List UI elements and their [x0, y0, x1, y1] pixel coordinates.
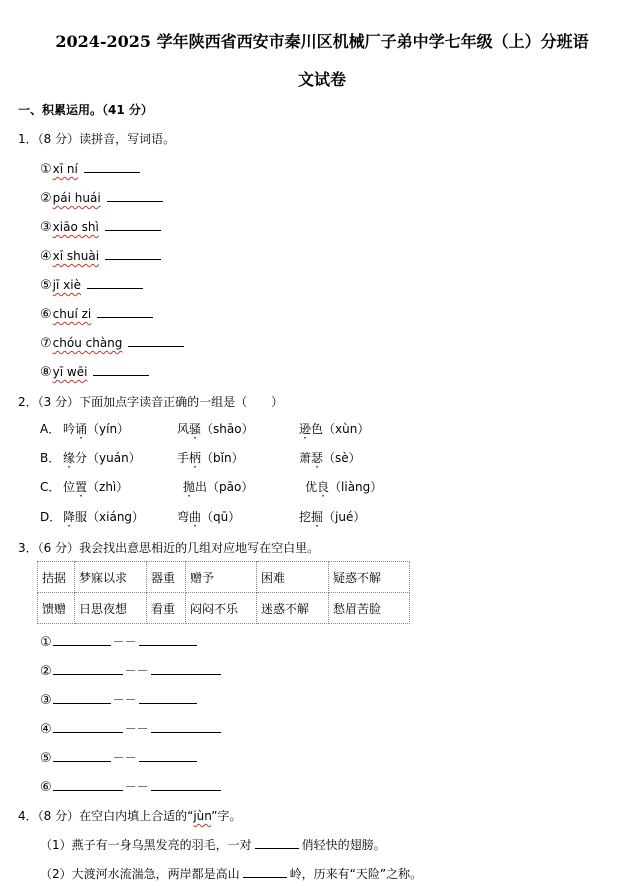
table-cell: 迷惑不解	[257, 593, 329, 624]
answer-blank[interactable]	[53, 633, 111, 646]
pinyin-text: chóu chàng	[52, 336, 123, 350]
option-a-word-3: 逊色（xùn）	[299, 422, 370, 436]
exam-title-line1: 2024-2025 学年陕西省西安市秦川区机械厂子弟中学七年级（上）分班语	[55, 32, 589, 51]
answer-blank[interactable]	[151, 720, 221, 733]
table-row	[38, 593, 410, 624]
answer-blank[interactable]	[128, 334, 184, 347]
pinyin-text: xī shuài	[52, 249, 100, 263]
pair-line-5: ⑤ －－	[40, 749, 197, 766]
item-number: ⑤	[40, 278, 52, 293]
answer-blank[interactable]	[243, 865, 287, 878]
pinyin-text: xiāo shì	[52, 220, 99, 234]
item-number: ⑦	[40, 336, 52, 351]
answer-blank[interactable]	[139, 749, 197, 762]
table-cell: 疑惑不解	[329, 562, 410, 593]
option-c-word-2: 抛出（pāo）	[183, 480, 254, 494]
exam-title-line2: 文试卷	[297, 70, 346, 89]
q1-item-6	[40, 305, 153, 322]
option-d-word-1: 降服（xiáng）	[63, 510, 145, 524]
answer-blank[interactable]	[53, 691, 111, 704]
question-2-stem: 2．（3 分）下面加点字读音正确的一组是（ ）	[18, 395, 284, 409]
answer-blank[interactable]	[139, 691, 197, 704]
option-c-word-3: 优良（liàng）	[305, 480, 383, 494]
option-c-label: C．	[40, 480, 61, 494]
item-number: ④	[40, 249, 52, 264]
q1-item-2	[40, 189, 163, 206]
question-4-stem: 4．（8 分）在空白内填上合适的“jùn”字。	[18, 809, 242, 823]
section-heading: 一、积累运用。（41 分）	[18, 103, 153, 117]
pair-line-4: ④ －－	[40, 720, 221, 737]
answer-blank[interactable]	[139, 633, 197, 646]
pinyin-text: yī wēi	[52, 365, 88, 379]
option-d-word-2: 弯曲（qū）	[177, 510, 241, 524]
q1-item-7	[40, 334, 184, 351]
answer-blank[interactable]	[53, 662, 123, 675]
pinyin-text: pái huái	[52, 191, 101, 205]
table-cell: 梦寐以求	[75, 562, 147, 593]
answer-blank[interactable]	[255, 836, 299, 849]
pair-line-3: ③ －－	[40, 691, 197, 708]
q1-item-8	[40, 363, 149, 380]
answer-blank[interactable]	[105, 218, 161, 231]
answer-blank[interactable]	[93, 363, 149, 376]
table-cell: 愁眉苦脸	[329, 593, 410, 624]
pair-line-2: ② －－	[40, 662, 221, 679]
answer-blank[interactable]	[53, 778, 123, 791]
q1-item-4	[40, 247, 161, 264]
table-cell: 拮据	[38, 562, 75, 593]
table-cell: 看重	[147, 593, 186, 624]
option-d-label: D．	[40, 510, 62, 524]
table-row	[38, 562, 410, 593]
option-d-word-3: 挖掘（jué）	[299, 510, 366, 524]
pair-line-6: ⑥ －－	[40, 778, 221, 795]
answer-blank[interactable]	[53, 720, 123, 733]
option-a-label: A．	[40, 422, 61, 436]
pinyin-text: chuí zi	[52, 307, 92, 321]
table-cell: 日思夜想	[75, 593, 147, 624]
q4-sentence-1: （1）燕子有一身乌黑发亮的羽毛，一对 俏轻快的翅膀。	[40, 838, 386, 852]
table-cell: 器重	[147, 562, 186, 593]
table-cell: 赠予	[186, 562, 257, 593]
answer-blank[interactable]	[97, 305, 153, 318]
answer-blank[interactable]	[151, 662, 221, 675]
option-b-label: B．	[40, 451, 61, 465]
answer-blank[interactable]	[53, 749, 111, 762]
option-b-word-1: 缘分（yuán）	[63, 451, 141, 465]
option-a-word-1: 吟诵（yín）	[63, 422, 130, 436]
item-number: ①	[40, 162, 52, 177]
table-cell: 馈赠	[38, 593, 75, 624]
q1-item-5	[40, 276, 143, 293]
item-number: ⑧	[40, 365, 52, 380]
table-cell: 闷闷不乐	[186, 593, 257, 624]
table-cell: 困难	[257, 562, 329, 593]
item-number: ②	[40, 191, 52, 206]
item-number: ⑥	[40, 307, 52, 322]
answer-blank[interactable]	[107, 189, 163, 202]
option-c-word-1: 位置（zhì）	[63, 480, 129, 494]
answer-blank[interactable]	[87, 276, 143, 289]
item-number: ③	[40, 220, 52, 235]
pinyin-text: xī ní	[52, 162, 78, 176]
pair-line-1: ① －－	[40, 633, 197, 650]
q1-item-1	[40, 160, 140, 177]
answer-blank[interactable]	[84, 160, 140, 173]
answer-blank[interactable]	[105, 247, 161, 260]
option-b-word-2: 手柄（bǐn）	[177, 451, 244, 465]
q1-item-3	[40, 218, 161, 235]
pinyin-text: jī xiè	[52, 278, 81, 292]
option-b-word-3: 萧瑟（sè）	[299, 451, 361, 465]
question-1-stem: 1．（8 分）读拼音，写词语。	[18, 132, 176, 146]
vocab-table	[37, 561, 410, 624]
question-3-stem: 3．（6 分）我会找出意思相近的几组对应地写在空白里。	[18, 541, 320, 555]
option-a-word-2: 风骚（shāo）	[177, 422, 254, 436]
answer-blank[interactable]	[151, 778, 221, 791]
q4-sentence-2: （2）大渡河水流湍急，两岸都是高山 岭，历来有“天险”之称。	[40, 867, 423, 881]
